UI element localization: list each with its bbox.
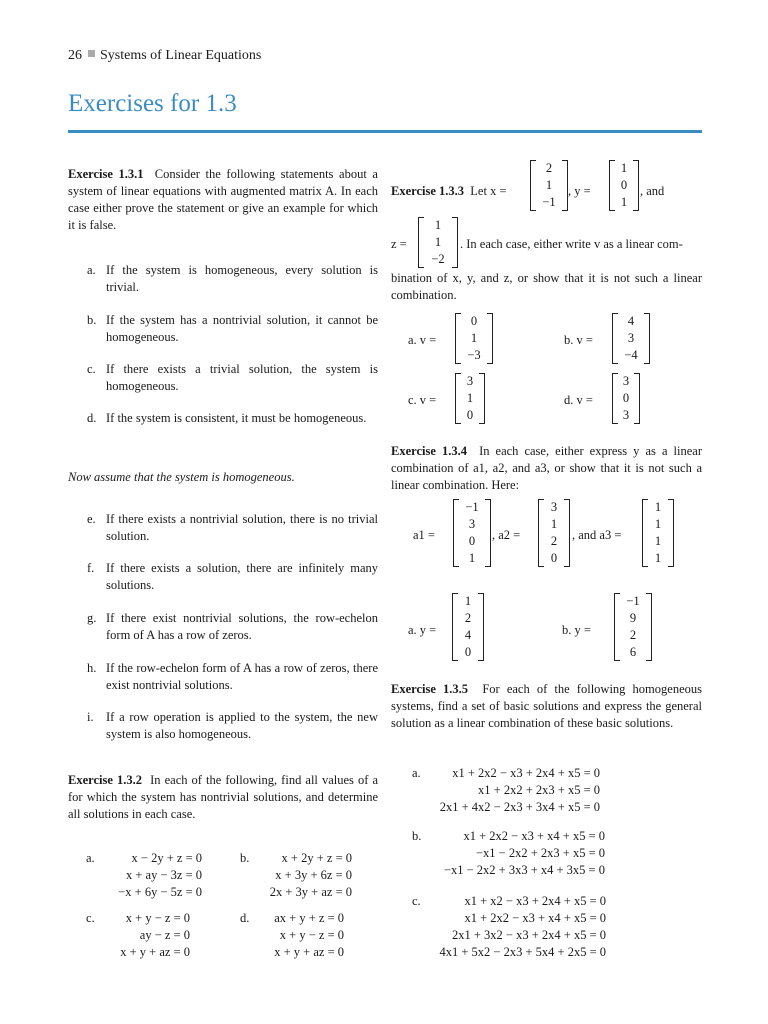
vector-a3-label: , and a3 = — [572, 528, 622, 542]
list-item: g. If there exist nontrivial solutions, the row-echelon form of A has a row of zeros. — [87, 611, 378, 642]
vector-y-a: 1 2 4 0 — [452, 593, 484, 661]
part-label: a. y = — [408, 623, 437, 637]
vector-a1-label: a1 = — [413, 528, 435, 542]
part-label: b. — [412, 829, 422, 843]
vector-x: 2 1 −1 — [530, 160, 568, 211]
exercise-intro: In each of the following, find all values of a for which the system has nontrivial solutions, and determine all solutions in each case. — [68, 773, 378, 821]
vector-z: 1 1 −2 — [418, 217, 458, 268]
list-item: a. If the system is homogeneous, every solution is trivial. — [87, 263, 378, 294]
square-bullet-icon — [88, 50, 95, 57]
vector-a2: 3 1 2 0 — [538, 499, 570, 567]
running-title: Systems of Linear Equations — [100, 48, 262, 63]
part-label: d. — [240, 911, 250, 925]
part-label: b. y = — [562, 623, 591, 637]
exercise-1-3-3-label: Exercise 1.3.3 Let x = — [391, 184, 507, 198]
page-number: 26 — [68, 48, 82, 63]
exercise-intro: In each case, either express y as a linear combination of a1, a2, and a3, or show that it is not such a linear combination. Here: — [391, 444, 702, 492]
list-item: d. If the system is consistent, it must be homogeneous. — [87, 411, 367, 425]
running-header — [68, 48, 261, 64]
exercise-1-3-3-text-1: . In each case, either write v as a linear com- — [460, 237, 683, 251]
equation-system-a: x1 + 2x2 − x3 + 2x4 + x5 = 0 x1 + 2x2 + 2x3 + x5 = 0 2x1 + 4x2 − 2x3 + 3x4 + x5 = 0 — [439, 766, 600, 814]
vector-a1: −1 3 0 1 — [453, 499, 491, 567]
exercise-intro: For each of the following homogeneous systems, find a set of basic solutions and express the general solution as a linear combination of these basic solutions. — [391, 682, 702, 730]
equation-system-c: x + y − z = 0 ay − z = 0 x + y + az = 0 — [120, 911, 190, 959]
list-item: c. If there exists a trivial solution, the system is homogeneous. — [87, 362, 378, 393]
part-label: a. — [86, 851, 95, 865]
exercise-intro: Consider the following statements about a system of linear equations with augmented matrix A. In each case either prove the statement or give an example for which it is false. — [68, 167, 378, 232]
exercise-label: Exercise 1.3.1 — [68, 167, 144, 181]
section-title: Exercises for 1.3 — [68, 90, 237, 117]
part-label: b. — [240, 851, 250, 865]
list-item: f. If there exists a solution, there are infinitely many solutions. — [87, 561, 378, 592]
assumption-note: Now assume that the system is homogeneous. — [68, 470, 295, 484]
part-label: a. — [412, 766, 421, 780]
part-label: a. v = — [408, 333, 437, 347]
vector-y-label: , y = — [568, 184, 591, 198]
vector-v-d: 3 0 3 — [612, 373, 640, 424]
exercise-1-3-1 — [68, 166, 378, 234]
exercise-1-3-4 — [391, 443, 702, 494]
list-item: e. If there exists a nontrivial solution, there is no trivial solution. — [87, 512, 378, 543]
vector-v-b: 4 3 −4 — [612, 313, 650, 364]
vector-y-b: −1 9 2 6 — [614, 593, 652, 661]
vector-z-label: z = — [391, 237, 407, 251]
exercise-label: Exercise 1.3.2 — [68, 773, 142, 787]
exercise-1-3-3-text-2: bination of x, y, and z, or show that it is not such a linear combination. — [391, 271, 702, 302]
exercise-1-3-5 — [391, 681, 702, 732]
part-label: d. v = — [564, 393, 593, 407]
part-label: c. — [86, 911, 95, 925]
equation-system-b: x + 2y + z = 0 x + 3y + 6z = 0 2x + 3y + az = 0 — [269, 851, 352, 899]
equation-system-c: x1 + x2 − x3 + 2x4 + x5 = 0 x1 + 2x2 − x3 + x4 + x5 = 0 2x1 + 3x2 − x3 + 2x4 + x5 = 0 4x1 + 5x2 − 2x3 + 5x4 + 2x5 = 0 — [439, 894, 606, 959]
title-rule — [68, 130, 702, 133]
equation-system-d: ax + y + z = 0 x + y − z = 0 x + y + az = 0 — [274, 911, 344, 959]
vector-a2-label: , a2 = — [492, 528, 521, 542]
equation-system-a: x − 2y + z = 0 x + ay − 3z = 0 −x + 6y − 5z = 0 — [118, 851, 202, 899]
exercise-label: Exercise 1.3.5 — [391, 682, 469, 696]
list-item: b. If the system has a nontrivial solution, it cannot be homogeneous. — [87, 313, 378, 344]
part-label: c. — [412, 894, 421, 908]
list-item: i. If a row operation is applied to the system, the new system is also homogeneous. — [87, 710, 378, 741]
and-label: , and — [640, 184, 665, 198]
exercise-label: Exercise 1.3.4 — [391, 444, 467, 458]
vector-y: 1 0 1 — [609, 160, 639, 211]
part-label: b. v = — [564, 333, 593, 347]
vector-v-a: 0 1 −3 — [455, 313, 493, 364]
list-item: h. If the row-echelon form of A has a row of zeros, there exist nontrivial solutions. — [87, 661, 378, 692]
exercise-label: Exercise 1.3.3 — [391, 184, 465, 198]
exercise-1-3-2 — [68, 772, 378, 823]
vector-v-c: 3 1 0 — [455, 373, 485, 424]
part-label: c. v = — [408, 393, 437, 407]
equation-system-b: x1 + 2x2 − x3 + x4 + x5 = 0 −x1 − 2x2 + 2x3 + x5 = 0 −x1 − 2x2 + 3x3 + x4 + 3x5 = 0 — [443, 829, 605, 877]
vector-a3: 1 1 1 1 — [642, 499, 674, 567]
